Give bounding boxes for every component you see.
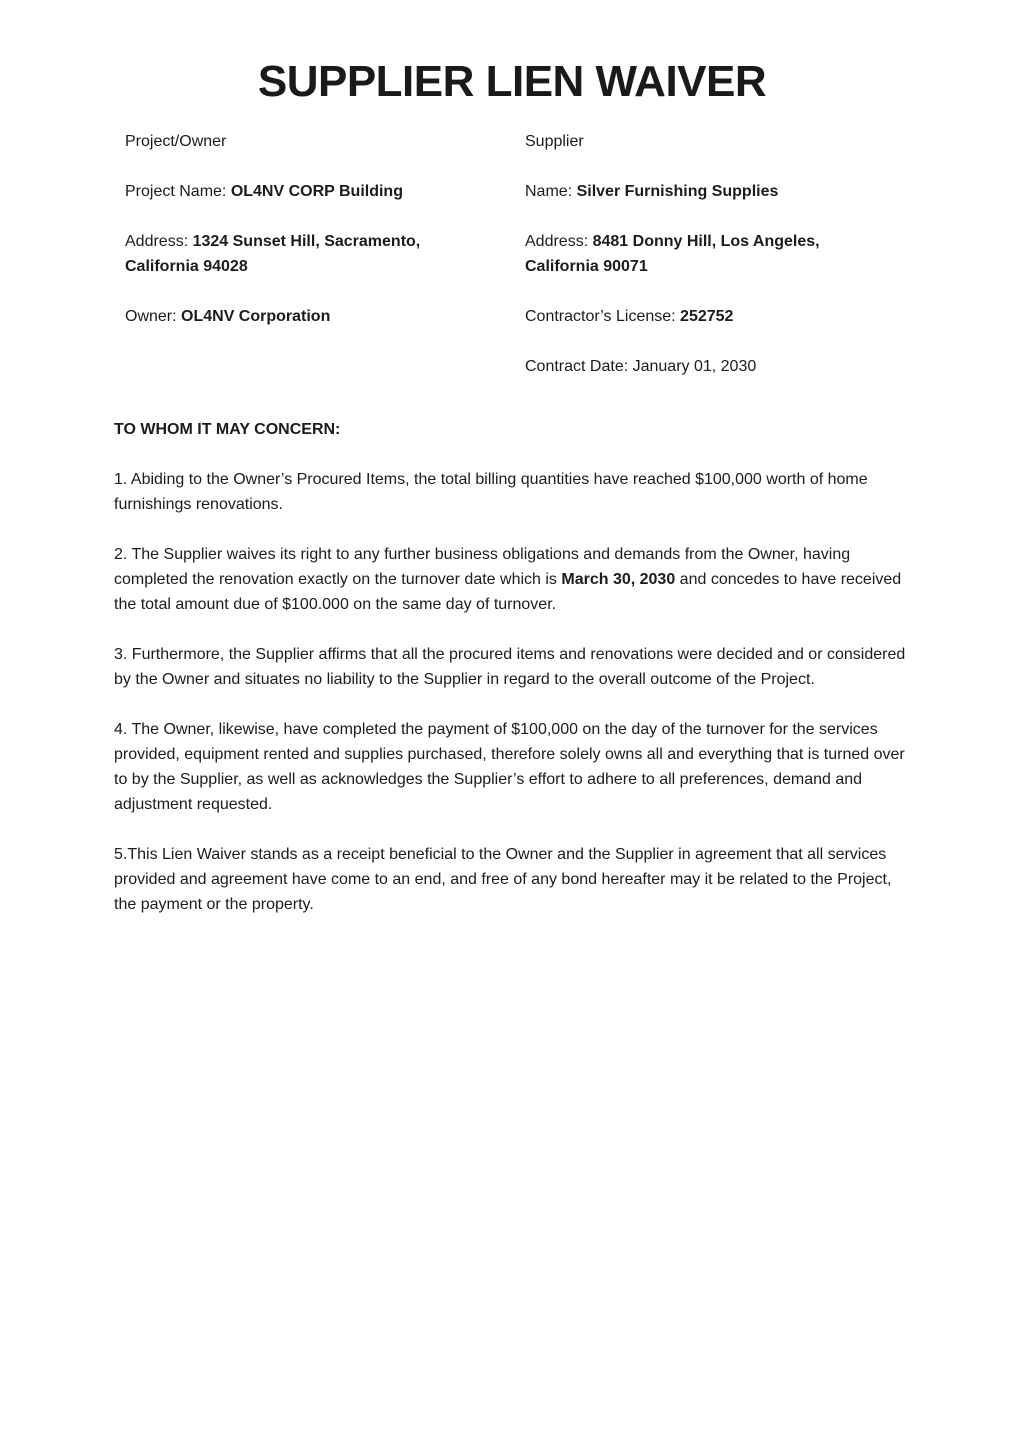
salutation: TO WHOM IT MAY CONCERN: — [114, 421, 341, 438]
paragraph-2 — [114, 542, 910, 617]
supplier-name-label: Name: — [525, 183, 577, 200]
supplier-name-field — [525, 179, 895, 204]
project-address-value: 1324 Sunset Hill, Sacramento, California 94028 — [125, 233, 421, 275]
contractor-license-field — [525, 304, 895, 329]
paragraph-2-text-end: and concedes to have received the total amount due of $100.000 on the same day of turnover. — [114, 571, 902, 613]
owner-field — [125, 304, 495, 329]
project-address-field — [125, 229, 495, 279]
paragraph-2-text-start: 2. The Supplier waives its right to any further business obligations and demands from the Owner, having completed the renovation exactly on the turnover date which is — [114, 546, 851, 588]
supplier-heading: Supplier — [525, 133, 584, 150]
paragraph-5: 5.This Lien Waiver stands as a receipt beneficial to the Owner and the Supplier in agreement that all services provided and agreement have come to an end, and free of any bond hereafter may it be related to the Project, the payment or the property. — [114, 846, 892, 913]
paragraph-4: 4. The Owner, likewise, have completed the payment of $100,000 on the day of the turnover for the services provided, equipment rented and supplies purchased, therefore solely owns all and everything that is turned over to by the Supplier, as well as acknowledges the Supplier’s effort to adhere to all preferences, demand and adjustment requested. — [114, 721, 905, 813]
project-name-field — [125, 179, 495, 204]
owner-value: OL4NV Corporation — [181, 308, 331, 325]
project-address-label: Address: — [125, 233, 193, 250]
project-owner-column — [125, 129, 495, 354]
turnover-date: March 30, 2030 — [561, 571, 676, 588]
supplier-name-value: Silver Furnishing Supplies — [576, 183, 779, 200]
owner-label: Owner: — [125, 308, 182, 325]
contractor-license-value: 252752 — [680, 308, 734, 325]
supplier-address-label: Address: — [525, 233, 593, 250]
supplier-address-field — [525, 229, 895, 279]
contractor-license-label: Contractor’s License: — [525, 308, 681, 325]
project-name-label: Project Name: — [125, 183, 231, 200]
document-title: SUPPLIER LIEN WAIVER — [257, 57, 767, 106]
letter-body — [114, 417, 910, 942]
supplier-address-value: 8481 Donny Hill, Los Angeles, California 90071 — [525, 233, 820, 275]
contract-date-field: Contract Date: January 01, 2030 — [525, 358, 757, 375]
paragraph-3: 3. Furthermore, the Supplier affirms that all the procured items and renovations were decided and or considered by the Owner and situates no liability to the Supplier in regard to the overall outcome of the Project. — [114, 646, 906, 688]
project-owner-heading: Project/Owner — [125, 133, 227, 150]
supplier-column — [525, 129, 895, 404]
paragraph-1: 1. Abiding to the Owner’s Procured Items, the total billing quantities have reached $100,000 worth of home furnishings renovations. — [114, 471, 868, 513]
project-name-value: OL4NV CORP Building — [230, 183, 403, 200]
